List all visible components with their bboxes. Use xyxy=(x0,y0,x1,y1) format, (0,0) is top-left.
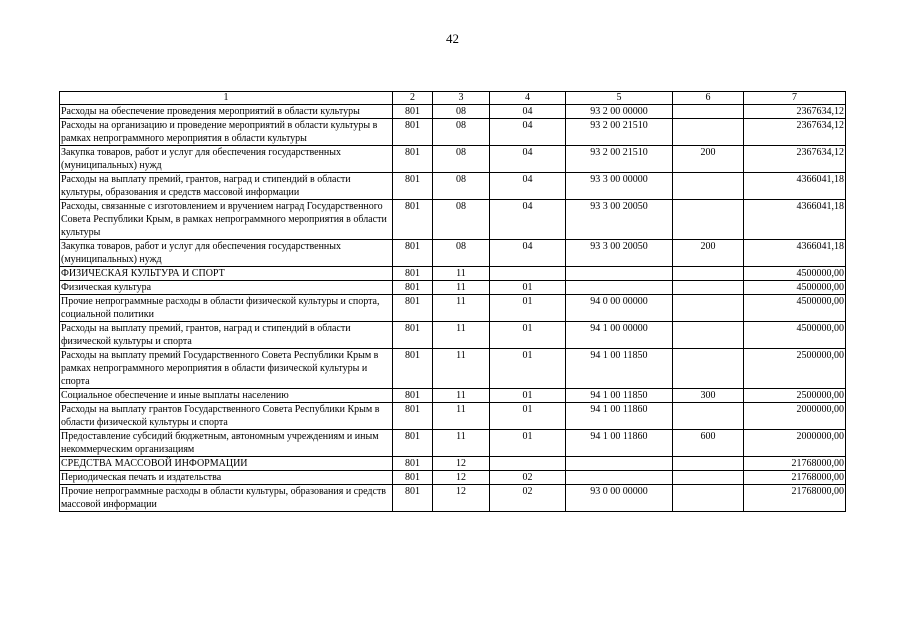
expense-name: Предоставление субсидий бюджетным, автономным учреждениям и иным некоммерческим организациям xyxy=(60,430,393,457)
code-type xyxy=(673,471,744,485)
code-ministry: 801 xyxy=(393,240,433,267)
code-subsection xyxy=(490,457,566,471)
expense-name: Расходы на выплату премий, грантов, наград и стипендий в области культуры, образования и средств массовой информации xyxy=(60,173,393,200)
code-target xyxy=(566,457,673,471)
expense-name: Расходы на выплату премий Государственного Совета Республики Крым в рамках непрограммного мероприятия в области физической культуры и спорта xyxy=(60,349,393,389)
table-row xyxy=(60,146,846,173)
table-row xyxy=(60,200,846,240)
code-subsection: 01 xyxy=(490,281,566,295)
code-target: 94 1 00 11860 xyxy=(566,403,673,430)
code-ministry: 801 xyxy=(393,403,433,430)
code-section: 12 xyxy=(433,457,490,471)
code-subsection: 04 xyxy=(490,119,566,146)
code-section: 11 xyxy=(433,281,490,295)
code-ministry: 801 xyxy=(393,200,433,240)
column-header: 6 xyxy=(673,92,744,105)
code-target xyxy=(566,267,673,281)
code-target: 94 1 00 00000 xyxy=(566,322,673,349)
code-type xyxy=(673,349,744,389)
code-type xyxy=(673,267,744,281)
code-target: 94 1 00 11860 xyxy=(566,430,673,457)
code-type xyxy=(673,119,744,146)
amount: 2367634,12 xyxy=(744,119,846,146)
expense-name: Закупка товаров, работ и услуг для обеспечения государственных (муниципальных) нужд xyxy=(60,240,393,267)
amount: 2500000,00 xyxy=(744,389,846,403)
code-ministry: 801 xyxy=(393,457,433,471)
code-subsection: 01 xyxy=(490,403,566,430)
code-type xyxy=(673,200,744,240)
code-subsection: 02 xyxy=(490,485,566,512)
expense-name: Физическая культура xyxy=(60,281,393,295)
code-subsection: 01 xyxy=(490,295,566,322)
expense-name: СРЕДСТВА МАССОВОЙ ИНФОРМАЦИИ xyxy=(60,457,393,471)
expense-name: Прочие непрограммные расходы в области культуры, образования и средств массовой информации xyxy=(60,485,393,512)
code-target: 94 1 00 11850 xyxy=(566,389,673,403)
code-subsection: 04 xyxy=(490,146,566,173)
code-target: 93 2 00 00000 xyxy=(566,105,673,119)
code-subsection: 04 xyxy=(490,200,566,240)
table-row xyxy=(60,457,846,471)
table-row xyxy=(60,281,846,295)
table-row xyxy=(60,389,846,403)
table-row xyxy=(60,267,846,281)
table-row xyxy=(60,119,846,146)
amount: 4500000,00 xyxy=(744,281,846,295)
code-section: 08 xyxy=(433,240,490,267)
code-ministry: 801 xyxy=(393,430,433,457)
code-section: 08 xyxy=(433,105,490,119)
code-type xyxy=(673,295,744,322)
code-subsection: 04 xyxy=(490,173,566,200)
code-type: 300 xyxy=(673,389,744,403)
code-section: 12 xyxy=(433,471,490,485)
amount: 2500000,00 xyxy=(744,349,846,389)
code-subsection: 04 xyxy=(490,240,566,267)
code-ministry: 801 xyxy=(393,389,433,403)
column-header: 5 xyxy=(566,92,673,105)
column-header: 7 xyxy=(744,92,846,105)
code-type xyxy=(673,485,744,512)
table-row xyxy=(60,240,846,267)
code-ministry: 801 xyxy=(393,146,433,173)
expense-name: Расходы на организацию и проведение мероприятий в области культуры в рамках непрограммного мероприятия в области культуры xyxy=(60,119,393,146)
amount: 2000000,00 xyxy=(744,403,846,430)
amount: 21768000,00 xyxy=(744,457,846,471)
code-ministry: 801 xyxy=(393,267,433,281)
code-ministry: 801 xyxy=(393,349,433,389)
code-type xyxy=(673,173,744,200)
code-type xyxy=(673,281,744,295)
table-row xyxy=(60,471,846,485)
amount: 4500000,00 xyxy=(744,295,846,322)
code-section: 11 xyxy=(433,389,490,403)
code-ministry: 801 xyxy=(393,281,433,295)
amount: 21768000,00 xyxy=(744,485,846,512)
amount: 21768000,00 xyxy=(744,471,846,485)
code-type: 200 xyxy=(673,240,744,267)
amount: 4366041,18 xyxy=(744,240,846,267)
expense-name: ФИЗИЧЕСКАЯ КУЛЬТУРА И СПОРТ xyxy=(60,267,393,281)
code-type: 200 xyxy=(673,146,744,173)
expense-name: Прочие непрограммные расходы в области физической культуры и спорта, социальной политики xyxy=(60,295,393,322)
code-ministry: 801 xyxy=(393,173,433,200)
code-target: 94 1 00 11850 xyxy=(566,349,673,389)
amount: 2000000,00 xyxy=(744,430,846,457)
column-header: 1 xyxy=(60,92,393,105)
code-type xyxy=(673,457,744,471)
expense-name: Расходы, связанные с изготовлением и вручением наград Государственного Совета Республики Крым, в рамках непрограммного мероприятия в области культуры xyxy=(60,200,393,240)
code-section: 08 xyxy=(433,200,490,240)
table-row xyxy=(60,173,846,200)
code-subsection: 01 xyxy=(490,322,566,349)
code-target: 93 0 00 00000 xyxy=(566,485,673,512)
budget-table xyxy=(59,91,846,512)
code-target: 93 3 00 20050 xyxy=(566,240,673,267)
code-subsection: 04 xyxy=(490,105,566,119)
code-target xyxy=(566,471,673,485)
page-number: 42 xyxy=(446,31,459,46)
code-target xyxy=(566,281,673,295)
expense-name: Расходы на выплату грантов Государственного Совета Республики Крым в области физической культуры и спорта xyxy=(60,403,393,430)
code-type xyxy=(673,322,744,349)
code-ministry: 801 xyxy=(393,105,433,119)
expense-name: Закупка товаров, работ и услуг для обеспечения государственных (муниципальных) нужд xyxy=(60,146,393,173)
code-subsection: 01 xyxy=(490,349,566,389)
code-target: 93 2 00 21510 xyxy=(566,146,673,173)
code-ministry: 801 xyxy=(393,471,433,485)
expense-name: Социальное обеспечение и иные выплаты населению xyxy=(60,389,393,403)
code-target: 93 3 00 20050 xyxy=(566,200,673,240)
expense-name: Расходы на выплату премий, грантов, наград и стипендий в области физической культуры и спорта xyxy=(60,322,393,349)
amount: 4366041,18 xyxy=(744,173,846,200)
code-section: 12 xyxy=(433,485,490,512)
code-subsection: 01 xyxy=(490,430,566,457)
table-row xyxy=(60,295,846,322)
code-type xyxy=(673,403,744,430)
table-row xyxy=(60,105,846,119)
expense-name: Периодическая печать и издательства xyxy=(60,471,393,485)
table-row xyxy=(60,403,846,430)
code-ministry: 801 xyxy=(393,322,433,349)
table-row xyxy=(60,322,846,349)
header-row xyxy=(60,92,846,105)
code-ministry: 801 xyxy=(393,295,433,322)
code-section: 08 xyxy=(433,119,490,146)
code-section: 08 xyxy=(433,173,490,200)
expense-name: Расходы на обеспечение проведения мероприятий в области культуры xyxy=(60,105,393,119)
amount: 2367634,12 xyxy=(744,105,846,119)
code-section: 11 xyxy=(433,349,490,389)
code-section: 11 xyxy=(433,295,490,322)
code-ministry: 801 xyxy=(393,119,433,146)
code-ministry: 801 xyxy=(393,485,433,512)
amount: 4500000,00 xyxy=(744,267,846,281)
code-target: 94 0 00 00000 xyxy=(566,295,673,322)
table-row xyxy=(60,485,846,512)
code-section: 11 xyxy=(433,322,490,349)
column-header: 4 xyxy=(490,92,566,105)
code-type xyxy=(673,105,744,119)
column-header: 2 xyxy=(393,92,433,105)
code-section: 11 xyxy=(433,403,490,430)
code-subsection: 01 xyxy=(490,389,566,403)
code-section: 11 xyxy=(433,430,490,457)
code-section: 11 xyxy=(433,267,490,281)
code-target: 93 2 00 21510 xyxy=(566,119,673,146)
table-row xyxy=(60,430,846,457)
code-type: 600 xyxy=(673,430,744,457)
column-header: 3 xyxy=(433,92,490,105)
amount: 4366041,18 xyxy=(744,200,846,240)
code-section: 08 xyxy=(433,146,490,173)
amount: 4500000,00 xyxy=(744,322,846,349)
table-row xyxy=(60,349,846,389)
code-target: 93 3 00 00000 xyxy=(566,173,673,200)
amount: 2367634,12 xyxy=(744,146,846,173)
code-subsection: 02 xyxy=(490,471,566,485)
code-subsection xyxy=(490,267,566,281)
